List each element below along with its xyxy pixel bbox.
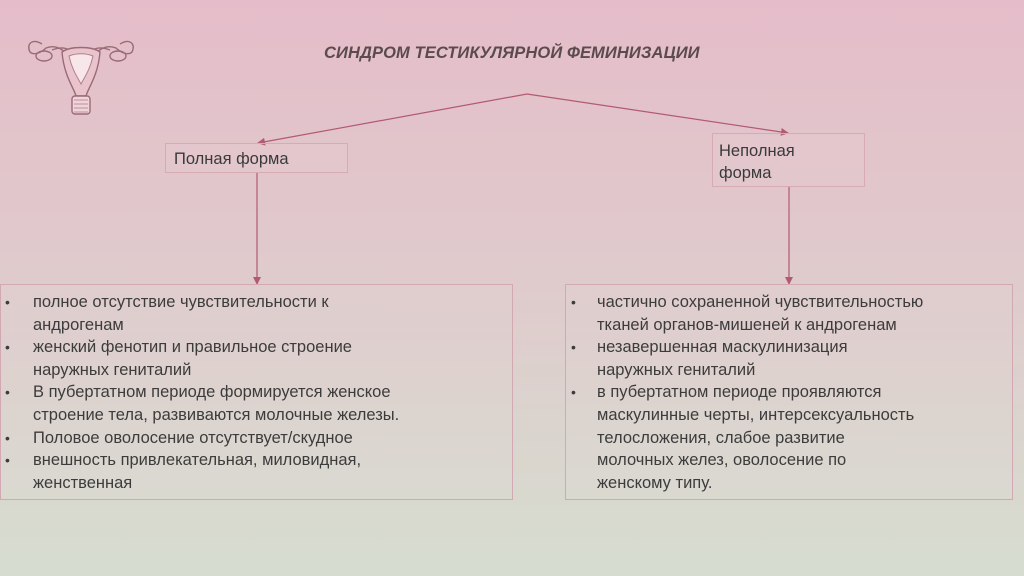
arrow-to-full-form — [258, 94, 527, 143]
page-title: СИНДРОМ ТЕСТИКУЛЯРНОЙ ФЕМИНИЗАЦИИ — [324, 44, 700, 62]
bullet-icon: • — [571, 384, 576, 401]
bullet-icon: • — [5, 384, 10, 401]
list-item: • полное отсутствие чувствительности к андрогенам — [5, 293, 329, 334]
list-item: • женский фенотип и правильное строение наружных гениталий — [5, 338, 352, 379]
full-form-box — [165, 143, 348, 173]
list-item: • незавершенная маскулинизация наружных гениталий — [571, 338, 848, 379]
bullet-icon: • — [5, 294, 10, 310]
arrow-to-partial-form — [527, 94, 788, 133]
partial-form-features — [565, 284, 1013, 500]
partial-form-label-line1: Неполная — [719, 142, 795, 160]
bullet-icon: • — [5, 452, 10, 469]
full-form-features — [0, 284, 513, 500]
partial-form-label-line2: форма — [719, 164, 772, 182]
list-item: • Половое оволосение отсутствует/скудное — [33, 427, 512, 450]
bullet-icon: • — [5, 339, 10, 356]
list-item: • В пубертатном периоде формируется женское строение тела, развиваются молочные железы. — [5, 383, 400, 424]
list-item: • внешность привлекательная, миловидная, женственная — [5, 451, 362, 492]
list-item: • в пубертатном периоде проявляются маскулинные черты, интерсексуальность телосложения, слабое развитие молочных желез, оволосение по женскому типу. — [571, 383, 915, 492]
bullet-icon: • — [5, 429, 10, 446]
partial-form-box — [712, 133, 865, 187]
bullet-icon: • — [571, 294, 576, 310]
bullet-icon: • — [571, 339, 576, 356]
full-form-label: Полная форма — [174, 150, 289, 168]
list-item: • частично сохраненной чувствительностью тканей органов-мишеней к андрогенам — [571, 293, 924, 334]
